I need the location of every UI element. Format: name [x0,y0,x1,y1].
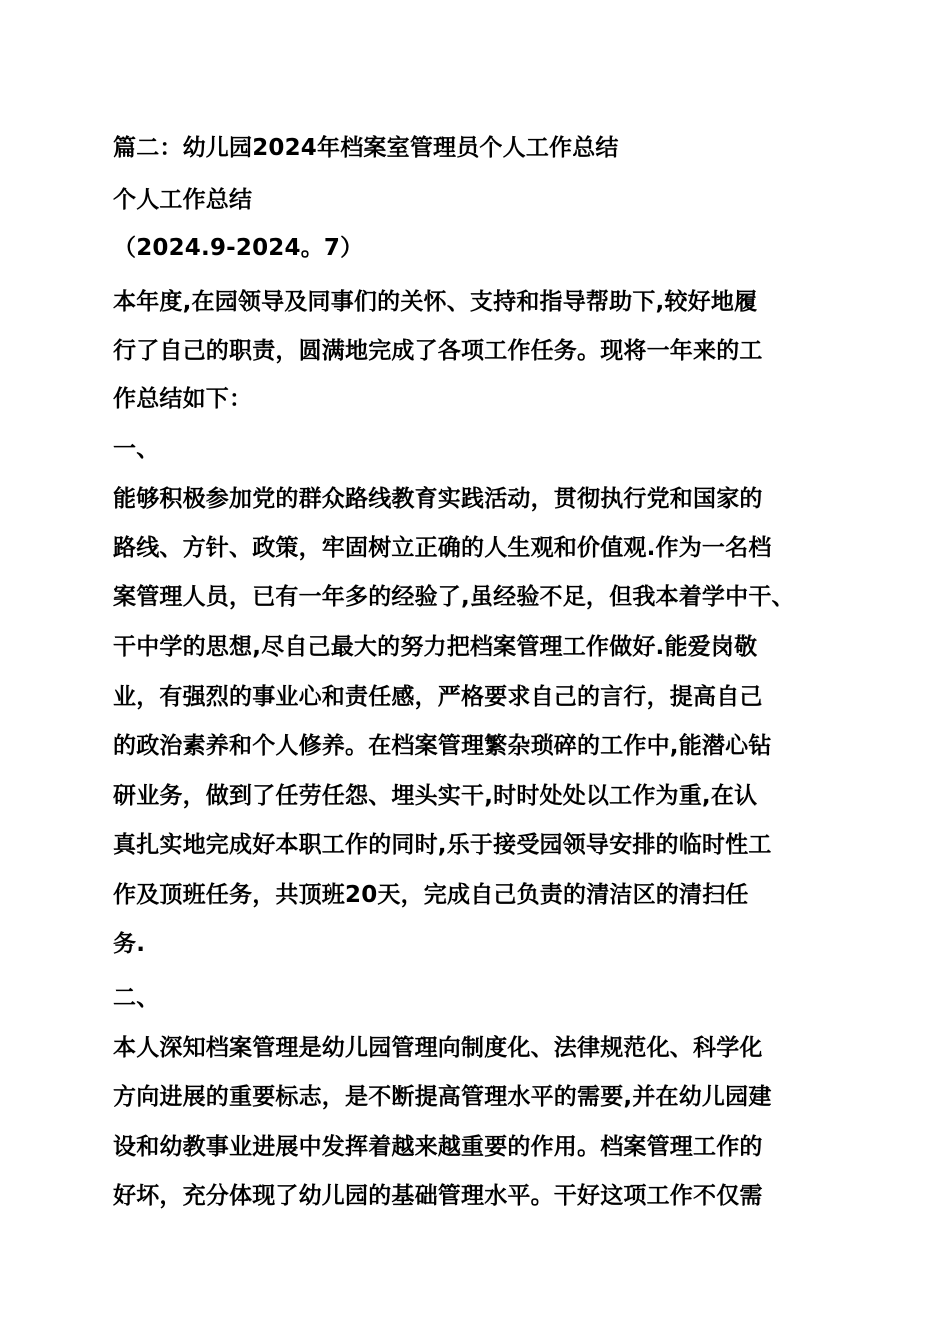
section-1-line: 研业务，做到了任劳任怨、埋头实干,时时处处以工作为重,在认 [113,783,758,809]
intro-line: 作总结如下： [113,386,253,412]
document-heading: 篇二：幼儿园2024年档案室管理员个人工作总结 [113,135,619,161]
section-1-number: 一、 [113,436,160,462]
document-period: （2024.9-2024。7） [113,235,364,261]
section-1-line: 案管理人员，已有一年多的经验了,虽经验不足，但我本着学中干、 [113,584,795,610]
section-2-line: 设和幼教事业进展中发挥着越来越重要的作用。档案管理工作的 [113,1134,763,1160]
intro-line: 本年度,在园领导及同事们的关怀、支持和指导帮助下,较好地履 [113,289,758,315]
intro-line: 行了自己的职责，圆满地完成了各项工作任务。现将一年来的工 [113,338,763,364]
section-2-line: 好坏，充分体现了幼儿园的基础管理水平。干好这项工作不仅需 [113,1183,763,1209]
section-1-line: 真扎实地完成好本职工作的同时,乐于接受园领导安排的临时性工 [113,832,772,858]
section-1-line: 作及顶班任务，共顶班20天，完成自己负责的清洁区的清扫任 [113,882,749,908]
section-1-line: 干中学的思想,尽自己最大的努力把档案管理工作做好.能爱岗敬 [113,634,758,660]
section-2-number: 二、 [113,985,160,1011]
section-1-line: 能够积极参加党的群众路线教育实践活动，贯彻执行党和国家的 [113,486,763,512]
document-subtitle: 个人工作总结 [113,187,253,213]
section-1-line: 业，有强烈的事业心和责任感，严格要求自己的言行，提高自己 [113,684,763,710]
section-1-line: 务. [113,931,146,957]
section-1-line: 路线、方针、政策，牢固树立正确的人生观和价值观.作为一名档 [113,535,772,561]
section-2-line: 方向进展的重要标志，是不断提高管理水平的需要,并在幼儿园建 [113,1084,772,1110]
section-2-line: 本人深知档案管理是幼儿园管理向制度化、法律规范化、科学化 [113,1035,763,1061]
section-1-line: 的政治素养和个人修养。在档案管理繁杂琐碎的工作中,能潜心钻 [113,733,772,759]
